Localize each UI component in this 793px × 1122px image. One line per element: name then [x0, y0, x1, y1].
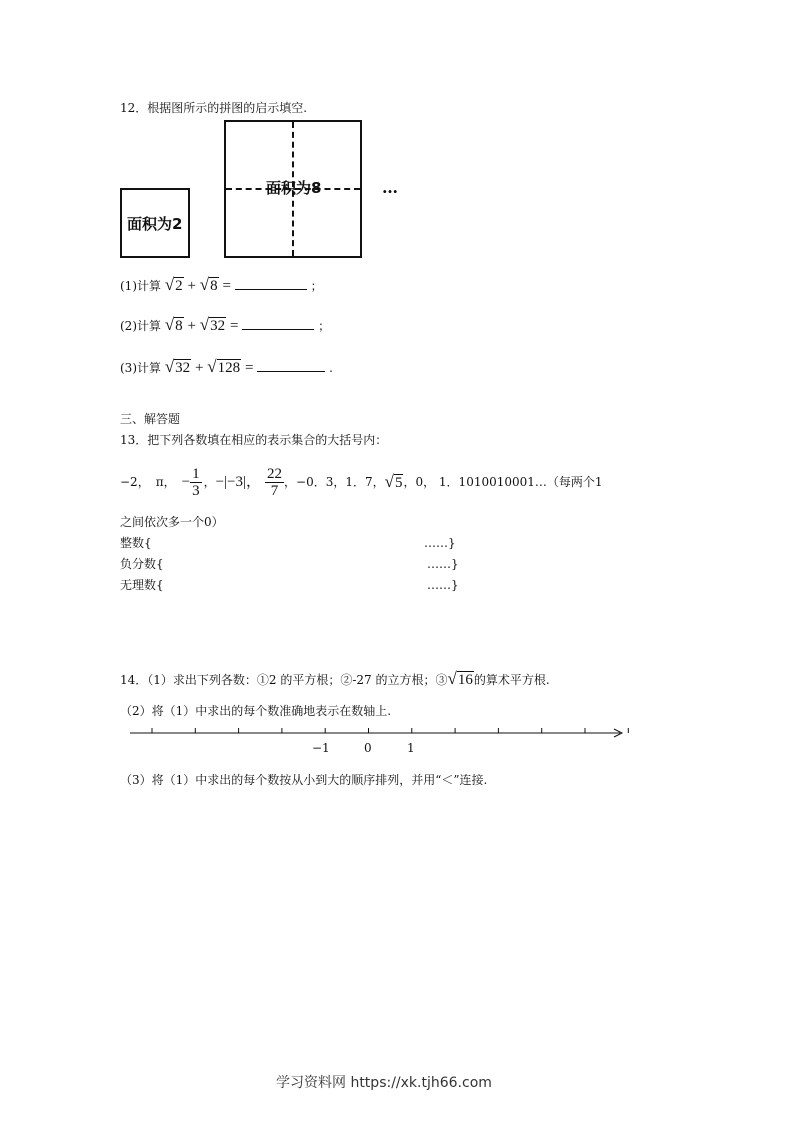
ellipsis: …: [382, 178, 398, 197]
sqrt-32: √32: [164, 357, 191, 376]
q12-title: 12．根据图所示的拼图的启示填空.: [120, 101, 308, 115]
small-square-label: 面积为2: [127, 215, 183, 233]
sqrt-16: √16: [447, 669, 473, 688]
answer-blank-1[interactable]: [235, 289, 307, 290]
q13-title: 13．把下列各数填在相应的表示集合的大括号内：: [120, 433, 388, 447]
item1-suffix: ；: [310, 279, 323, 293]
num-rest: ，0， 1．1010010001…（每两个1: [403, 475, 603, 489]
fraction-22-7: $\frac{22}{7}$: [267, 465, 283, 499]
q14-line1-text: 14．（1）求出下列各数：①2 的平方根；②-27 的立方根；③: [120, 672, 448, 687]
equals-sign: =: [229, 318, 239, 334]
axis-label-neg1: −1: [312, 741, 330, 755]
q14-line1: [120, 669, 550, 688]
neg-sign: −: [181, 474, 191, 490]
set-negative-fractions-end: ……}: [427, 557, 459, 571]
plus-sign: +: [187, 278, 196, 294]
big-square-label: 面积为8: [266, 179, 322, 197]
answer-blank-3[interactable]: [257, 371, 325, 372]
item2-prefix: (2)计算: [120, 319, 161, 333]
item3-prefix: (3)计算: [120, 361, 161, 375]
item2-suffix: ；: [318, 319, 331, 333]
sqrt-32: √32: [199, 315, 226, 334]
set-irrationals-end: ……}: [427, 578, 459, 592]
fraction-one-third: $\frac{1}{3}$: [192, 465, 200, 499]
num-neg-abs-neg3: −|−3|，: [215, 474, 262, 490]
q13-numbers: −2， π， − $\frac{1}{3}$ ， −|−3|， $\frac{22}{7}$ ，−0．3，1．7， √5 ，0， 1．1010010001…（每两个1: [120, 465, 603, 499]
item3-suffix: .: [329, 361, 333, 375]
equals-sign: =: [244, 360, 254, 376]
set-irrationals-label: 无理数{: [120, 578, 164, 592]
equals-sign: =: [222, 278, 231, 294]
sqrt-8: √8: [164, 315, 183, 334]
sqrt-128: √128: [207, 357, 241, 376]
number-line: [120, 722, 632, 762]
sqrt-8: √8: [199, 275, 218, 294]
set-negative-fractions-label: 负分数{: [120, 557, 164, 571]
q13-line2: 之间依次多一个0）: [120, 515, 224, 529]
q14-line2: （2）将（1）中求出的每个数准确地表示在数轴上.: [120, 704, 392, 718]
plus-sign: +: [195, 360, 204, 376]
section-title: 三、解答题: [120, 412, 181, 426]
set-integers-label: 整数{: [120, 536, 152, 550]
num-pi: π，: [155, 475, 176, 489]
q12-item1: [120, 275, 323, 294]
plus-sign: +: [187, 318, 196, 334]
q12-item3: [120, 357, 333, 376]
sqrt-5: √5: [384, 471, 403, 491]
q12-item2: [120, 315, 331, 334]
axis-label-0: 0: [364, 741, 372, 755]
sqrt-2: √2: [164, 275, 183, 294]
answer-blank-2[interactable]: [242, 329, 314, 330]
item1-prefix: (1)计算: [120, 279, 161, 293]
num-decimals: ，−0．3，1．7，: [284, 475, 385, 489]
q14-line3: （3）将（1）中求出的每个数按从小到大的顺序排列，并用“＜”连接.: [120, 773, 488, 787]
q14-line1-tail: 的算术平方根.: [473, 672, 550, 687]
footer-text: 学习资料网 https://xk.tjh66.com: [276, 1075, 492, 1091]
axis-label-1: 1: [407, 741, 415, 755]
set-integers-end: ……}: [424, 536, 456, 550]
num-neg2: −2，: [120, 475, 150, 489]
